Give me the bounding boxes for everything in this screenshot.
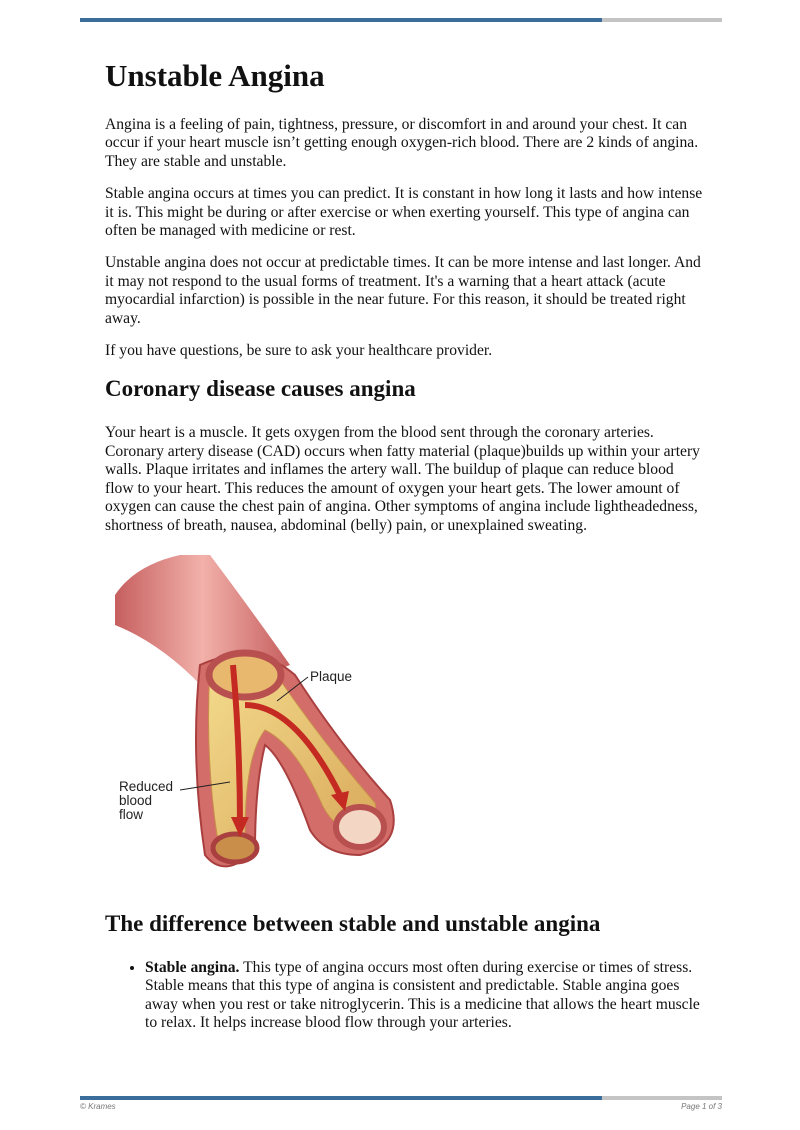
document-body [105, 56, 705, 1033]
list-item [145, 959, 705, 1033]
page-number: Page 1 of 3 [681, 1102, 722, 1111]
branch-opening [213, 834, 257, 862]
branch-opening [336, 807, 384, 847]
reduced-blood-flow-label: Reduced blood flow [119, 778, 174, 822]
intro-paragraph: If you have questions, be sure to ask your healthcare provider. [105, 342, 493, 360]
angina-types-list [105, 959, 705, 1033]
footer-rule [80, 1096, 722, 1100]
header-rule-accent [80, 18, 602, 22]
list-item-term: Stable angina. [145, 958, 240, 976]
artery-drawing [105, 555, 415, 885]
plaque-label: Plaque [310, 668, 353, 684]
artery-opening [209, 653, 281, 697]
header-rule [80, 18, 722, 22]
section-heading: Coronary disease causes angina [105, 376, 416, 402]
intro-paragraph: Angina is a feeling of pain, tightness, pressure, or discomfort in and around your chest. It can occur if your heart muscle isn’t getting enough oxygen-rich blood. There are 2 kinds of angina. They are stable and unstable. [105, 116, 699, 170]
header-rule-grey [602, 18, 722, 22]
intro-paragraph: Unstable angina does not occur at predictable times. It can be more intense and last longer. And it may not respond to the usual forms of treatment. It's a warning that a heart attack (acute myocardial infarction) is possible in the near future. For this reason, it should be treated right away. [105, 254, 701, 327]
artery-illustration [105, 555, 415, 885]
page-title: Unstable Angina [105, 58, 325, 93]
copyright-text: © Krames [80, 1102, 116, 1111]
footer-rule-accent [80, 1096, 602, 1100]
footer-rule-grey [602, 1096, 722, 1100]
section-paragraph: Your heart is a muscle. It gets oxygen from the blood sent through the coronary arteries. Coronary artery disease (CAD) occurs when fatty material (plaque)builds up within your artery walls. Plaque irritates and inflames the artery wall. The buildup of plaque can reduce blood flow to your heart. This reduces the amount of oxygen your heart gets. The lower amount of oxygen can cause the chest pain of angina. Other symptoms of angina include lightheadedness, shortness of breath, nausea, abdominal (belly) pain, or unexplained sweating. [105, 424, 700, 534]
intro-paragraph: Stable angina occurs at times you can predict. It is constant in how long it lasts and how intense it is. This might be during or after exercise or when exerting yourself. This type of angina can often be managed with medicine or rest. [105, 185, 703, 240]
list-item-text: This type of angina occurs most often during exercise or times of stress. Stable means that this type of angina is consistent and predictable. Stable angina goes away when you rest or take nitroglycerin. This is a medicine that allows the heart muscle to relax. It helps increase blood flow through your arteries. [145, 958, 700, 1032]
section-heading: The difference between stable and unstable angina [105, 910, 601, 936]
